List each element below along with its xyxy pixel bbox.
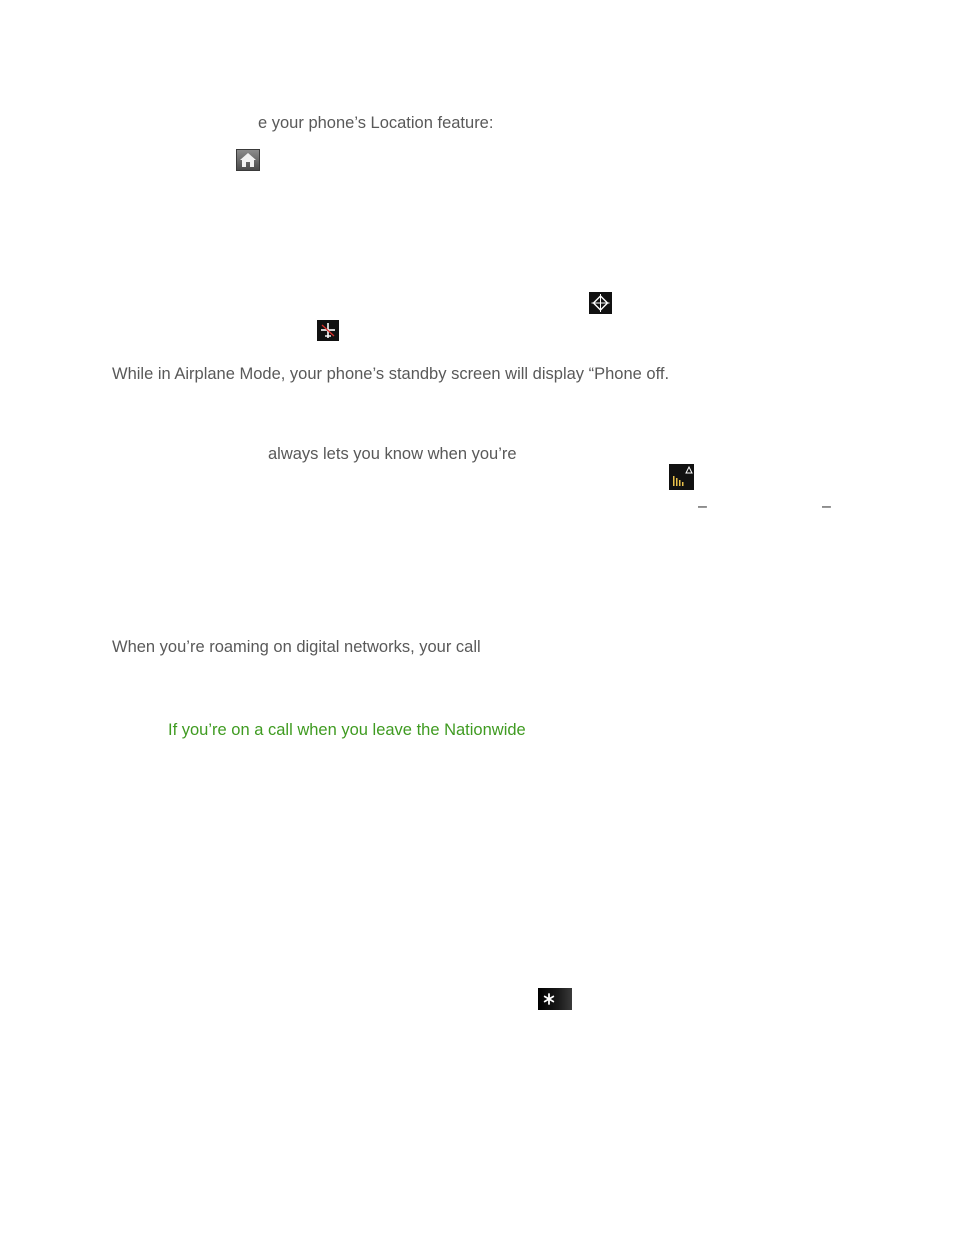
location-crosshair-icon [589,292,612,314]
roaming-signal-icon [669,464,694,490]
star-key-icon [538,988,572,1010]
nationwide-tip-text: If you’re on a call when you leave the Nationwide [168,721,526,739]
home-icon [236,149,260,171]
location-feature-text: e your phone’s Location feature: [258,114,494,132]
airplane-mode-icon [317,320,339,341]
roaming-digital-text: When you’re roaming on digital networks, your call [112,638,481,656]
dash-2: – [822,498,831,515]
roaming-indicator-text: always lets you know when you’re [268,445,517,463]
dash-1: – [698,498,707,515]
airplane-mode-text: While in Airplane Mode, your phone’s standby screen will display “Phone off. [112,365,670,383]
